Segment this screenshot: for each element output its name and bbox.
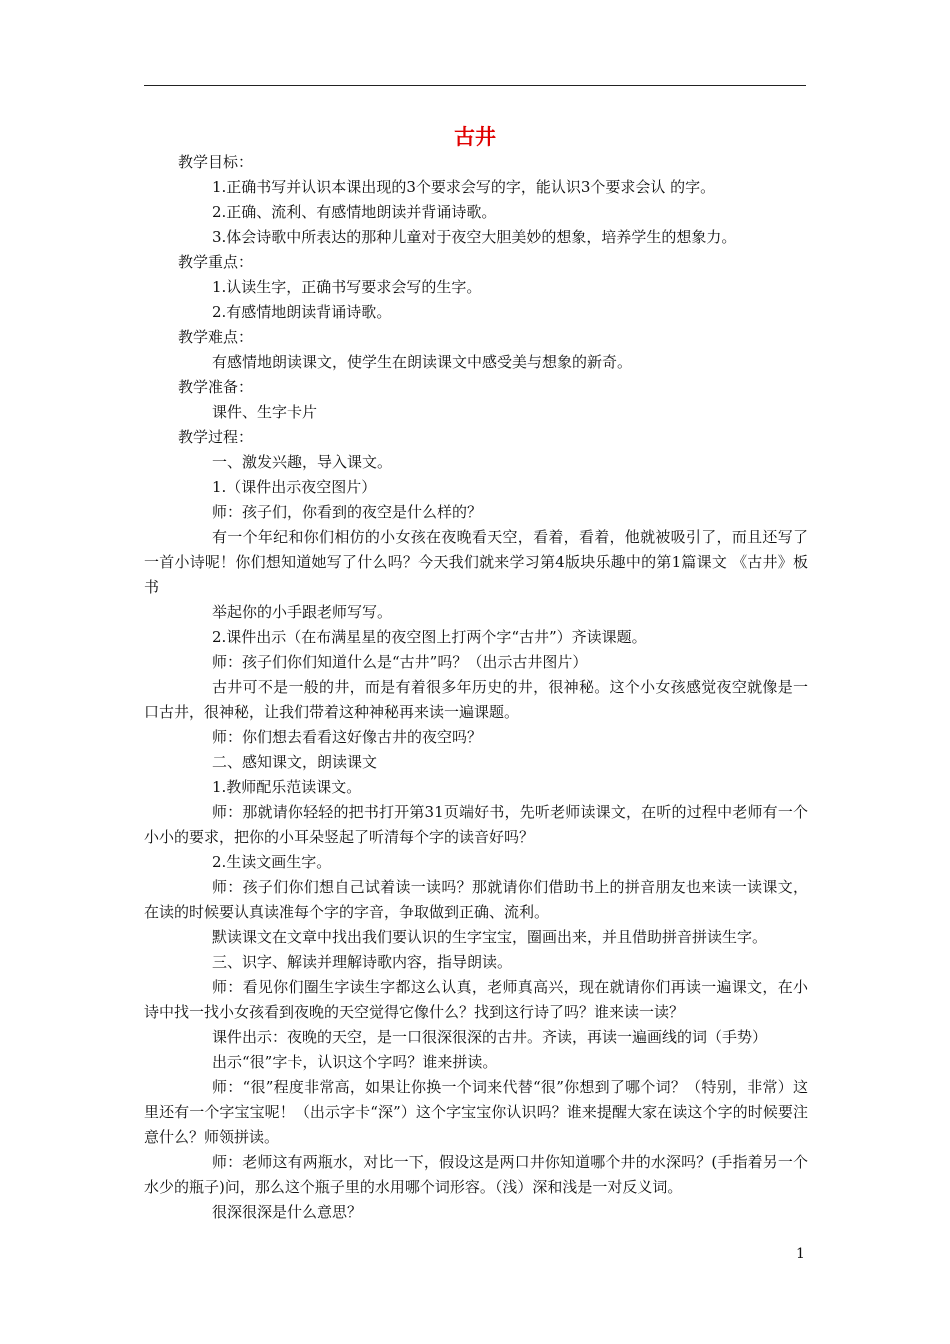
section-heading: 教学难点： [178,328,254,346]
paragraph: 3.体会诗歌中所表达的那种儿童对于夜空大胆美妙的想象，培养学生的想象力。 [212,228,737,246]
page-number: 1 [796,1246,805,1262]
paragraph: 三、识字、解读并理解诗歌内容，指导朗读。 [212,953,513,971]
paragraph: 课件出示：夜晚的天空，是一口很深很深的古井。齐读，再读一遍画线的词（手势） [212,1028,768,1046]
paragraph: 师：孩子们你们想自己试着读一读吗？那就请你们借助书上的拼音朋友也来读一读课文，在读的时候要认真读准每个字的字音，争取做到正确、流利。 [144,878,808,921]
section-heading: 教学重点： [178,253,254,271]
paragraph: 出示“很”字卡，认识这个字吗？谁来拼读。 [212,1053,498,1071]
paragraph: 2.课件出示（在布满星星的夜空图上打两个字“古井”）齐读课题。 [212,628,647,646]
paragraph: 师：看见你们圈生字读生字都这么认真，老师真高兴，现在就请你们再读一遍课文，在小诗中找一找小女孩看到夜晚的天空觉得它像什么？找到这行诗了吗？谁来读一读？ [144,978,808,1021]
paragraph: 举起你的小手跟老师写写。 [212,603,393,621]
paragraph: 师：那就请你轻轻的把书打开第31页端好书，先听老师读课文，在听的过程中老师有一个小小的要求，把你的小耳朵竖起了听清每个字的读音好吗？ [144,803,808,846]
paragraph: 1.认读生字，正确书写要求会写的生字。 [212,278,482,296]
paragraph: 1.（课件出示夜空图片） [212,478,377,496]
paragraph: 师：孩子们你们知道什么是“古井”吗？（出示古井图片） [212,653,588,671]
paragraph: 默读课文在文章中找出我们要认识的生字宝宝，圈画出来，并且借助拼音拼读生字。 [212,928,768,946]
paragraph: 有一个年纪和你们相仿的小女孩在夜晚看天空，看着，看着，他就被吸引了，而且还写了一首小诗呢！你们想知道她写了什么吗？今天我们就来学习第4版块乐趣中的第1篇课文 《古井》板书 [144,528,808,596]
section-heading: 教学准备： [178,378,254,396]
section-heading: 教学过程： [178,428,254,446]
paragraph: 师：你们想去看看这好像古井的夜空吗？ [212,728,483,746]
paragraph: 有感情地朗读课文，使学生在朗读课文中感受美与想象的新奇。 [212,353,633,371]
paragraph: 2.有感情地朗读背诵诗歌。 [212,303,392,321]
paragraph: 师：老师这有两瓶水，对比一下，假设这是两口井你知道哪个井的水深吗？(手指着另一个水少的瓶子)问，那么这个瓶子里的水用哪个词形容。（浅）深和浅是一对反义词。 [144,1153,808,1196]
paragraph: 1.正确书写并认识本课出现的3个要求会写的字，能认识3个要求会认 的字。 [212,178,716,196]
paragraph: 师：孩子们，你看到的夜空是什么样的？ [212,503,483,521]
section-heading: 教学目标： [178,153,254,171]
paragraph: 1.教师配乐范读课文。 [212,778,362,796]
paragraph: 课件、生字卡片 [212,403,318,421]
header-rule [144,85,806,86]
paragraph: 一、激发兴趣，导入课文。 [212,453,393,471]
paragraph: 2.生读文画生字。 [212,853,332,871]
document-body [144,150,808,1225]
paragraph: 师：“很”程度非常高，如果让你换一个词来代替“很”你想到了哪个词？（特别，非常）这里还有一个字宝宝呢！（出示字卡“深”）这个字宝宝你认识吗？谁来提醒大家在读这个字的时候要注意什么？师领拼读。 [144,1078,808,1146]
paragraph: 二、感知课文，朗读课文 [212,753,378,771]
paragraph: 2.正确、流利、有感情地朗读并背诵诗歌。 [212,203,497,221]
paragraph: 很深很深是什么意思？ [212,1203,363,1221]
page-title: 古井 [454,125,496,149]
paragraph: 古井可不是一般的井，而是有着很多年历史的井，很神秘。这个小女孩感觉夜空就像是一口古井，很神秘，让我们带着这种神秘再来读一遍课题。 [144,678,808,721]
